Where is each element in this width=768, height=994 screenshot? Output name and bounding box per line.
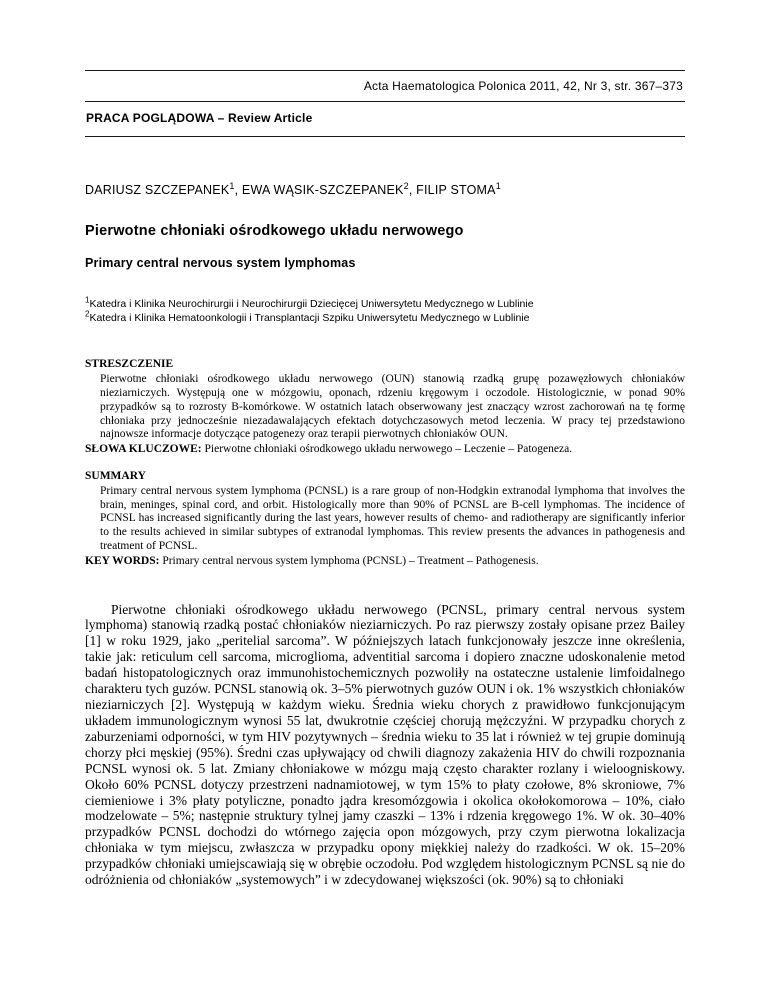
affiliation-1-text: Katedra i Klinika Neurochirurgii i Neurochirurgii Dziecięcej Uniwersytetu Medycznego w Lublinie [89, 298, 534, 310]
affiliation-2-text: Katedra i Klinika Hematoonkologii i Transplantacji Szpiku Uniwersytetu Medycznego w Lublinie [89, 312, 530, 325]
affiliation-1 [85, 297, 685, 311]
article-title-polish: Pierwotne chłoniaki ośrodkowego układu nerwowego [85, 223, 464, 239]
authors-line [85, 180, 685, 197]
abstract-english-keywords-line [85, 555, 685, 569]
keywords-label-polish: SŁOWA KLUCZOWE: [85, 443, 202, 456]
keywords-label-english: KEY WORDS: [85, 554, 160, 567]
abstract-polish-body: Pierwotne chłoniaki ośrodkowego układu nerwowego (OUN) stanowią rzadką grupę pozawęzłowych chłoniaków nieziarniczych. Występują one w mózgowiu, oponach, rdzeniu kręgowym i oczodole. Histologicznie, w ponad 90% przypadków są to rozrosty B-komórkowe. W ostatnich latach obserwowany jest znaczący wzrost zachorowań na tę formę chłoniaka przy jednocześnie niezadawalających efektach dotychczasowych metod leczenia. W pracy tej przedstawiono najnowsze informacje dotyczące patogenezy oraz terapii pierwotnych chłoniaków OUN. [100, 373, 685, 441]
author-affil-mark-2: 2 [403, 180, 409, 191]
page-header [85, 70, 685, 137]
author-name-3: , FILIP STOMA [408, 183, 496, 197]
author-affil-mark-3: 1 [495, 180, 501, 191]
author-name-1: DARIUSZ SZCZEPANEK [85, 183, 230, 197]
article-title-english: Primary central nervous system lymphomas [85, 256, 356, 270]
affiliations-block [85, 297, 685, 325]
journal-reference: Acta Haematologica Polonica 2011, 42, Nr 3, str. 367–373 [363, 79, 683, 93]
body-paragraph: Pierwotne chłoniaki ośrodkowego układu nerwowego (PCNSL, primary central nervous system lymphoma) stanowią rzadką postać chłoniaków nieziarniczych. Po raz pierwszy zostały opisane przez Bailey [1] w roku 1929, jako „peritelial sarcoma”. W późniejszych latach funkcjonowały jeszcze inne określenia, takie jak: reticulum cell sarcoma, microglioma, adventitial sarcoma i dopiero znaczne udoskonalenie metod badań histopatologicznych oraz immunohistochemicznych pozwoliły na ostateczne ustalenie limfoidalnego charakteru tych guzów. PCNSL stanowią ok. 3–5% pierwotnych guzów OUN i ok. 1% wszystkich chłoniaków nieziarniczych [2]. Występują w każdym wieku. Średnia wieku chorych z prawidłowo funkcjonującym układem immunologicznym wynosi 55 lat, dwukrotnie częściej chorują mężczyźni. W przypadku chorych z zaburzeniami odporności, w tym HIV pozytywnych – średnia wieku to 35 lat i również w tej grupie dominują chorzy płci męskiej (95%). Średni czas upływający od chwili diagnozy zakażenia HIV do chwili rozpoznania PCNSL wynosi ok. 5 lat. Zmiany chłoniakowe w mózgu mają często charakter rozlany i wieloogniskowy. Około 60% PCNSL dotyczy przestrzeni nadnamiotowej, w tym 15% to płaty czołowe, 8% skroniowe, 7% ciemieniowe i 3% płaty potyliczne, ponadto jądra kresomózgowia i okolica okołokomorowa – 10%, ciało modzelowate – 5%; następnie struktury tylnej jamy czaszki – 13% i rdzenia kręgowego 1%. W ok. 30–40% przypadków PCNSL dochodzi do wtórnego zajęcia opon mózgowych, przy czym pierwotna lokalizacja chłoniaka w tym miejscu, zwłaszcza w przypadku opony miękkiej należy do rzadkości. W ok. 15–20% przypadków chłoniaki umiejscawiają się w obrębie oczodołu. Pod względem histologicznym PCNSL są nie do odróżnienia od chłoniaków „systemowych” i w zdecydowanej większości (ok. 90%) są to chłoniaki [85, 601, 685, 888]
author-affil-mark-1: 1 [229, 180, 235, 191]
abstract-polish [85, 358, 685, 457]
affiliation-1-mark: 1 [85, 295, 90, 305]
abstract-english-heading: SUMMARY [85, 469, 146, 482]
abstract-polish-keywords-line [85, 443, 685, 457]
abstract-english [85, 470, 685, 569]
article-type-label: PRACA POGLĄDOWA – Review Article [86, 111, 313, 125]
main-body [85, 602, 685, 889]
affiliation-2-mark: 2 [85, 309, 90, 319]
affiliation-2 [85, 311, 685, 325]
abstract-polish-heading: STRESZCZENIE [85, 358, 174, 371]
header-rule-bottom [85, 136, 685, 137]
keywords-polish: Pierwotne chłoniaki ośrodkowego układu nerwowego – Leczenie – Patogeneza. [204, 443, 573, 456]
abstract-english-body: Primary central nervous system lymphoma (PCNSL) is a rare group of non-Hodgkin extranodal lymphoma that involves the brain, meninges, spinal cord, and orbit. Histologically more than 90% of PCNSL are B-cell lymphomas. The incidence of PCNSL has increased significantly during the last years, however results of chemo- and radiotherapy are significantly inferior to the results achieved in similar subtypes of extranodal lymphomas. This review presents the advances in pathogenesis and treatment of PCNSL. [100, 484, 685, 552]
author-name-2: , EWA WĄSIK-SZCZEPANEK [234, 183, 404, 197]
keywords-english: Primary central nervous system lymphoma (PCNSL) – Treatment – Pathogenesis. [162, 554, 539, 567]
